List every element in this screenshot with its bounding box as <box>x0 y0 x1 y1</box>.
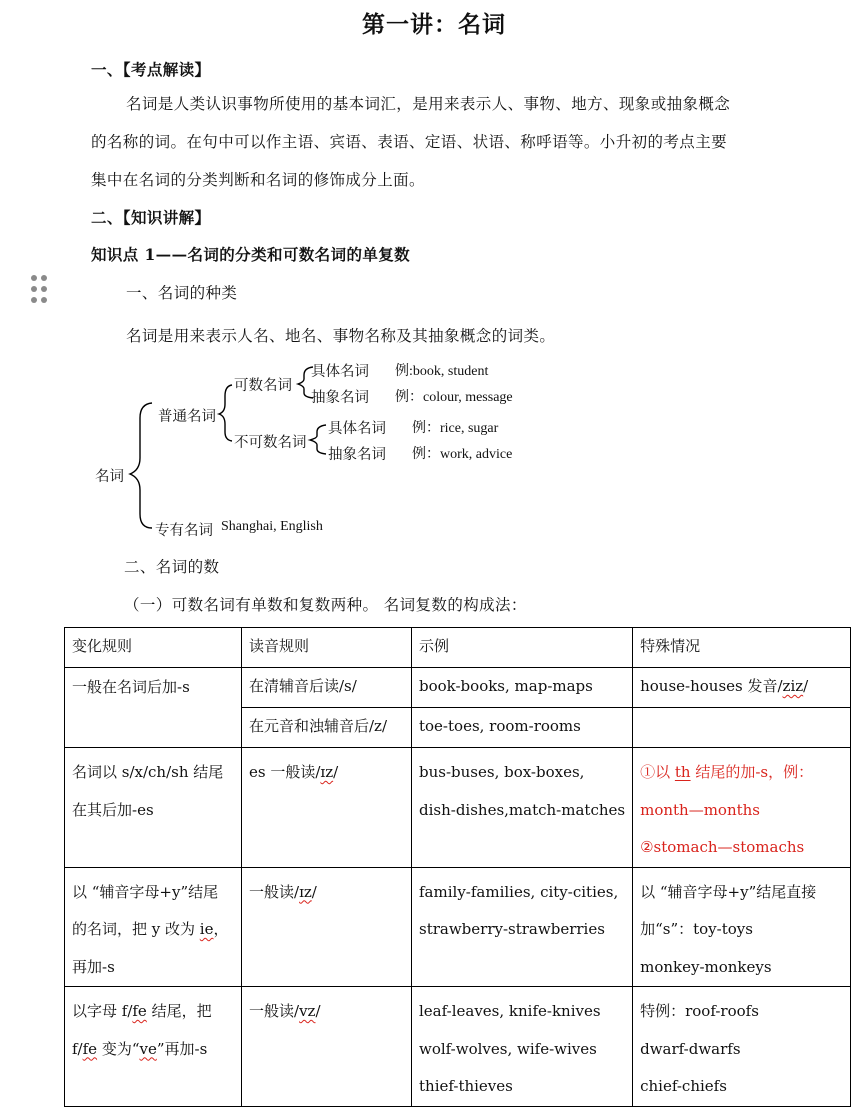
table-cell-special <box>633 867 851 987</box>
table-cell-rule <box>65 748 242 868</box>
special-line: 特例：roof-roofs <box>640 1002 759 1020</box>
pron-text: / <box>311 882 317 901</box>
rule-text: 以字母 f/ <box>72 1002 133 1020</box>
pron-text: 一般读/ <box>249 882 300 901</box>
tree-uncountable-abstract-example: 例：work, advice <box>412 447 513 462</box>
tree-uncountable-noun: 不可数名词 <box>234 435 307 451</box>
example-line: wolf-wolves, wife-wives <box>419 1039 597 1058</box>
fe-text: fe <box>82 1039 98 1058</box>
tree-proper-noun-example: Shanghai, English <box>221 519 323 534</box>
table-cell-example: toe-toes, room-rooms <box>412 708 633 748</box>
table-header-cell: 特殊情况 <box>633 628 851 668</box>
special-line: chief-chiefs <box>640 1077 727 1095</box>
section1-para-line-2: 的名称的词。在句中可以作主语、宾语、表语、定语、状语、称呼语等。小升初的考点主要 <box>91 133 728 151</box>
rule-line: 名词以 s/x/ch/sh 结尾 <box>72 763 224 781</box>
rule-line: 以 “辅音字母+y”结尾 <box>72 882 219 901</box>
subheading-noun-number: 二、名词的数 <box>124 558 220 576</box>
table-cell-pron: 在清辅音后读/s/ <box>242 668 412 708</box>
tree-common-noun: 普通名词 <box>158 409 216 425</box>
example-line: bus-buses, box-boxes, <box>419 763 585 781</box>
table-row <box>65 987 851 1107</box>
tree-countable-concrete-example: 例:book, student <box>395 364 489 379</box>
th-text: th <box>674 763 691 781</box>
special-line: month—months <box>640 800 760 819</box>
ipa-text: vz <box>299 1002 316 1020</box>
rule-text: 结尾，把 <box>146 1002 212 1020</box>
table-header-cell: 示例 <box>412 628 633 668</box>
table-cell-pron <box>242 987 412 1107</box>
table-cell-rule <box>65 987 242 1107</box>
pron-text: es 一般读/ <box>249 763 321 781</box>
special-line: 以 “辅音字母+y”结尾直接 <box>640 882 817 901</box>
ipa-text: ɪz <box>299 882 312 901</box>
table-row <box>65 867 851 987</box>
rule-text: f/ <box>72 1039 83 1058</box>
table-cell-special <box>633 748 851 868</box>
rule-line: 再加-s <box>72 957 115 976</box>
special-line: ②stomach—stomachs <box>640 838 805 856</box>
example-line: leaf-leaves, knife-knives <box>419 1002 601 1020</box>
example-line: thief-thieves <box>419 1077 513 1095</box>
subheading-noun-types: 一、名词的种类 <box>126 284 238 302</box>
subheading-countable-plural: （一）可数名词有单数和复数两种。 名词复数的构成法： <box>124 596 527 614</box>
rule-line <box>72 1031 234 1069</box>
tree-proper-noun: 专有名词 <box>155 523 213 539</box>
rule-text: ”再加-s <box>156 1039 208 1058</box>
section1-para-line-1: 名词是人类认识事物所使用的基本词汇，是用来表示人、事物、地方、现象或抽象概念 <box>126 95 731 113</box>
tree-uncountable-abstract: 抽象名词 <box>328 447 386 463</box>
table-row <box>65 748 851 868</box>
knowledge-point-1: 知识点 1——名词的分类和可数名词的单复数 <box>91 245 411 264</box>
section2-heading: 二、【知识讲解】 <box>91 208 211 227</box>
special-text: house-houses 发音/ <box>640 677 783 695</box>
tree-uncountable-concrete: 具体名词 <box>328 421 386 437</box>
tree-countable-abstract: 抽象名词 <box>311 390 369 406</box>
table-cell-example: book-books, map-maps <box>412 668 633 708</box>
table-row <box>65 668 851 708</box>
tree-countable-noun: 可数名词 <box>234 378 292 394</box>
table-cell-special <box>633 708 851 748</box>
table-header-cell: 读音规则 <box>242 628 412 668</box>
drag-handle-icon[interactable] <box>31 275 49 305</box>
example-line: family-families, city-cities, <box>419 882 619 901</box>
table-cell-pron: 在元音和浊辅音后/z/ <box>242 708 412 748</box>
section1-heading: 一、【考点解读】 <box>91 60 211 79</box>
tree-uncountable-concrete-example: 例：rice, sugar <box>412 421 499 436</box>
rule-line: 在其后加-es <box>72 800 154 819</box>
rule-text: ， <box>213 920 229 938</box>
table-cell-example <box>412 987 633 1107</box>
ipa-text: ziz <box>782 677 804 695</box>
pron-text: / <box>333 763 339 781</box>
rule-line <box>72 911 234 949</box>
tree-root-noun: 名词 <box>95 469 124 485</box>
special-line: dwarf-dwarfs <box>640 1039 741 1058</box>
pron-text: 一般读/ <box>249 1002 300 1020</box>
special-text: 结尾的加-s，例： <box>690 763 814 781</box>
table-header-cell: 变化规则 <box>65 628 242 668</box>
table-cell-rule <box>65 867 242 987</box>
special-text: / <box>803 677 809 695</box>
special-text: ①以 <box>640 763 675 781</box>
noun-definition: 名词是用来表示人名、地名、事物名称及其抽象概念的词类。 <box>126 327 556 345</box>
table-cell-pron <box>242 867 412 987</box>
ve-text: ve <box>139 1039 157 1058</box>
page-title: 第一讲：名词 <box>362 11 506 38</box>
pron-text: / <box>315 1002 321 1020</box>
table-header-row <box>65 628 851 668</box>
table-cell-special <box>633 987 851 1107</box>
example-line: strawberry-strawberries <box>419 920 605 938</box>
plural-rules-table <box>64 627 851 1107</box>
ipa-text: ɪz <box>320 763 334 781</box>
special-line: 加“s”：toy-toys <box>640 920 753 938</box>
table-cell-pron <box>242 748 412 868</box>
section1-para-line-3: 集中在名词的分类判断和名词的修饰成分上面。 <box>91 171 425 189</box>
tree-countable-concrete: 具体名词 <box>311 364 369 380</box>
special-line: monkey-monkeys <box>640 957 772 976</box>
ie-text: ie <box>199 920 214 938</box>
rule-text: 变为“ <box>97 1039 140 1058</box>
table-cell-example <box>412 748 633 868</box>
table-cell-special <box>633 668 851 708</box>
rule-text: 的名词，把 y 改为 <box>72 920 200 938</box>
table-cell-rule: 一般在名词后加-s <box>65 668 242 748</box>
special-line <box>640 754 843 792</box>
tree-countable-abstract-example: 例：colour, message <box>395 390 513 405</box>
rule-line <box>72 993 234 1031</box>
fe-text: fe <box>132 1002 147 1020</box>
example-line: dish-dishes,match-matches <box>419 800 626 819</box>
table-cell-example <box>412 867 633 987</box>
